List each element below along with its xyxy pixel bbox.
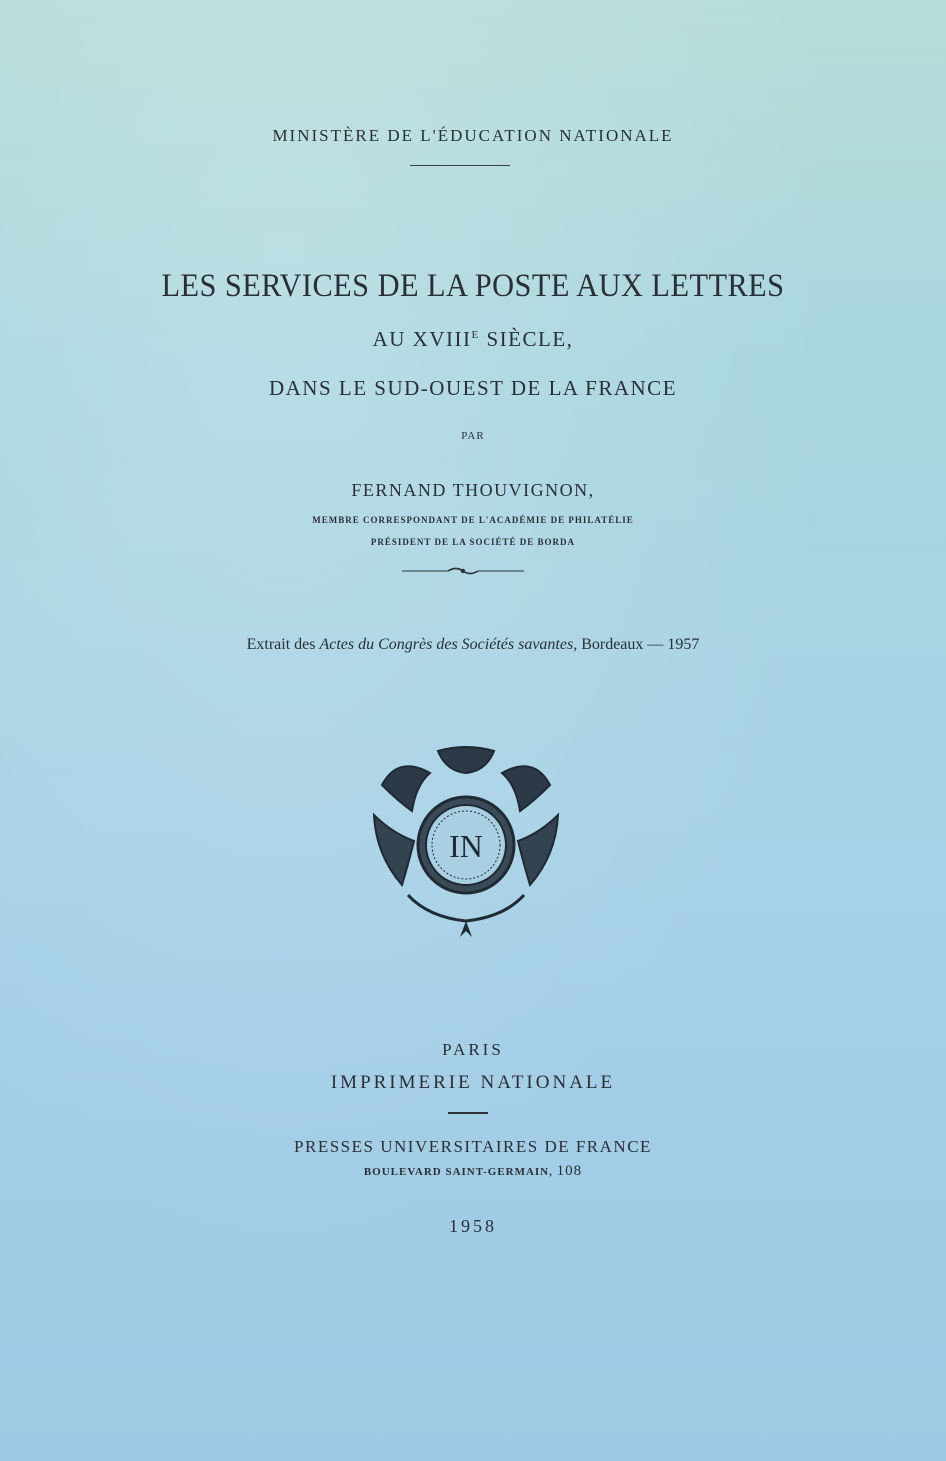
publisher-street: BOULEVARD SAINT-GERMAIN,: [363, 1166, 557, 1178]
ornamental-divider-icon: [400, 562, 526, 580]
ministry-heading: MINISTÈRE DE L'ÉDUCATION NATIONALE: [272, 126, 674, 145]
publisher-press: PRESSES UNIVERSITAIRES DE FRANCE: [294, 1137, 652, 1156]
title-line-2-prefix: AU XVIII: [372, 327, 472, 351]
title-line-2-superscript: E: [471, 329, 480, 341]
imprimerie-nationale-emblem-icon: [368, 745, 564, 939]
author-role-2: PRÉSIDENT DE LA SOCIÉTÉ DE BORDA: [370, 537, 576, 547]
author-name: FERNAND THOUVIGNON,: [351, 480, 595, 500]
divider-rule-bottom: [448, 1112, 488, 1114]
publisher-city: PARIS: [442, 1040, 504, 1059]
extract-suffix: , Bordeaux — 1957: [573, 636, 700, 653]
publication-year: 1958: [449, 1216, 497, 1236]
title-line-2: [0, 327, 946, 352]
extract-note: [0, 636, 946, 654]
extract-prefix: Extrait des: [246, 636, 320, 653]
title-line-1: LES SERVICES DE LA POSTE AUX LETTRES: [161, 268, 785, 304]
publisher-address: [0, 1163, 946, 1180]
emblem-monogram: IN: [449, 828, 483, 864]
publisher-printer: IMPRIMERIE NATIONALE: [330, 1072, 616, 1093]
by-label: PAR: [461, 430, 485, 442]
extract-source: Actes du Congrès des Sociétés savantes: [319, 636, 574, 653]
title-line-3: DANS LE SUD-OUEST DE LA FRANCE: [268, 376, 678, 400]
author-role-1: MEMBRE CORRESPONDANT DE L'ACADÉMIE DE PHILATÉLIE: [312, 515, 634, 525]
title-line-2-suffix: SIÈCLE,: [479, 327, 574, 351]
divider-rule-top: [410, 165, 510, 166]
publisher-street-number: 108: [556, 1163, 583, 1179]
